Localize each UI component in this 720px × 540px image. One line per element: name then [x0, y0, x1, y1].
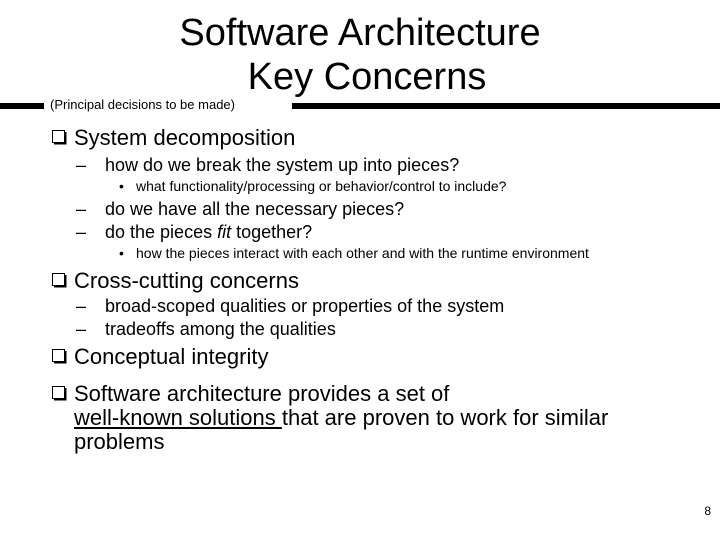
detail-bullet-text: how the pieces interact with each other and with the runtime environment [136, 245, 589, 261]
bullet-label: Cross-cutting concerns [74, 268, 299, 293]
checkbox-bullet-icon [52, 349, 67, 364]
dash-icon: – [76, 199, 87, 219]
sub-bullet-text: do we have all the necessary pieces? [105, 199, 405, 219]
slide-subtitle: (Principal decisions to be made) [50, 97, 235, 112]
slide-body [52, 126, 712, 454]
sub-bullet [52, 154, 712, 177]
bullet-text-line-2: that are proven to work for similar [281, 405, 609, 430]
well-known-solutions-text: well-known solutions [74, 405, 282, 430]
sub-bullet-emphasis: fit [217, 222, 232, 242]
dot-icon: • [119, 178, 124, 194]
bullet-conceptual-integrity [52, 345, 712, 369]
dash-icon: – [76, 319, 87, 339]
detail-bullet [52, 244, 712, 262]
sub-bullet-text-pre: do the pieces [105, 222, 218, 242]
sub-bullet-text: tradeoffs among the qualities [105, 319, 336, 339]
sub-bullet [52, 198, 712, 221]
bullet-system-decomposition [52, 126, 712, 150]
sub-bullet-text: how do we break the system up into pieces? [105, 155, 460, 175]
sub-bullet [52, 221, 712, 244]
sub-bullet [52, 318, 712, 341]
sub-bullet [52, 295, 712, 318]
title-line-2: Key Concerns [247, 56, 487, 98]
checkbox-bullet-icon [52, 273, 67, 288]
bullet-cross-cutting [52, 269, 712, 293]
dash-icon: – [76, 222, 87, 242]
bullet-text-line-3: problems [74, 429, 165, 454]
dot-icon: • [119, 245, 124, 261]
bullet-label: Conceptual integrity [74, 344, 269, 369]
bullet-text-line-1: Software architecture provides a set of [74, 381, 450, 406]
checkbox-bullet-icon [52, 386, 67, 401]
title-rule-right [292, 103, 720, 109]
title-line-1: Software Architecture [179, 12, 541, 54]
detail-bullet-text: what functionality/processing or behavior/control to include? [136, 178, 507, 194]
dash-icon: – [76, 155, 87, 175]
slide-title [0, 11, 720, 99]
bullet-architecture-solutions [52, 382, 712, 454]
sub-bullet-text-post: together? [231, 222, 313, 242]
detail-bullet [52, 177, 712, 195]
page-number: 8 [704, 504, 711, 518]
bullet-label: System decomposition [74, 125, 296, 150]
checkbox-bullet-icon [52, 130, 67, 145]
dash-icon: – [76, 296, 87, 316]
sub-bullet-text: broad-scoped qualities or properties of the system [105, 296, 505, 316]
title-rule-left [0, 103, 44, 109]
